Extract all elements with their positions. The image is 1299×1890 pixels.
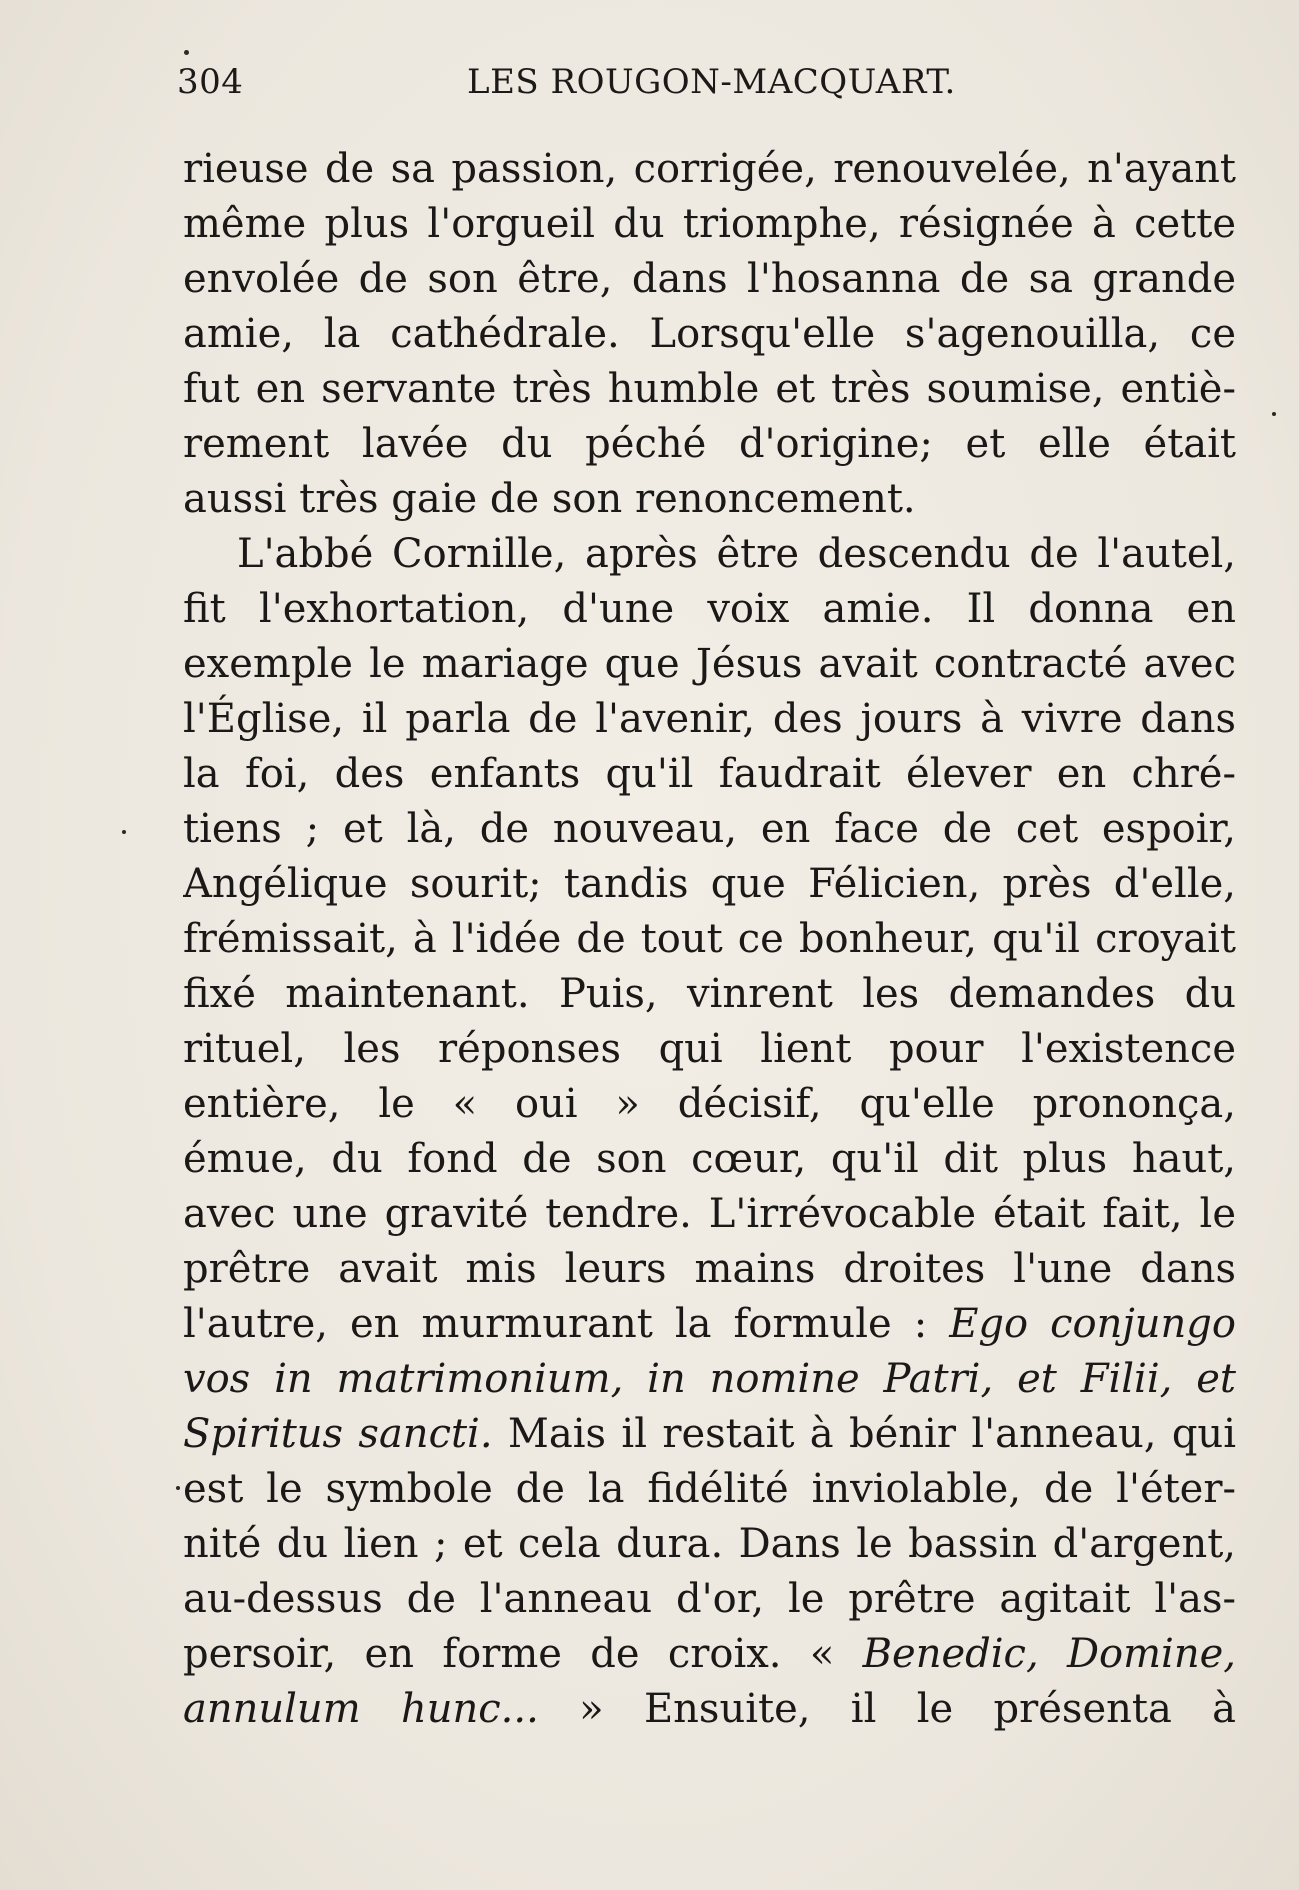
text-line [183,1407,1236,1462]
text-line [183,1352,1236,1407]
text-line: émue, du fond de son cœur, qu'il dit plus haut, [183,1136,1236,1182]
text-line: frémissait, à l'idée de tout ce bonheur, qu'il croyait [183,916,1236,962]
body-text [183,142,1236,1737]
text-line: fit l'exhortation, d'une voix amie. Il donna en [183,586,1236,632]
text-line: rement lavée du péché d'origine; et elle était [183,421,1236,467]
text-line: entière, le « oui » décisif, qu'elle prononça, [183,1081,1236,1127]
text-line: rituel, les réponses qui lient pour l'existence [183,1026,1236,1072]
paper-speck [122,830,126,834]
text-line: prêtre avait mis leurs mains droites l'une dans [183,1246,1236,1292]
text-line: rieuse de sa passion, corrigée, renouvelée, n'ayant [183,146,1236,192]
text-line: nité du lien ; et cela dura. Dans le bassin d'argent, [183,1521,1236,1567]
latin-phrase: Benedic, Domine, [862,1631,1236,1677]
latin-phrase: vos in matrimonium, in nomine Patri, et Filii, et [183,1356,1236,1402]
text-line: exemple le mariage que Jésus avait contracté avec [183,641,1236,687]
text-line: au-dessus de l'anneau d'or, le prêtre agitait l'as- [183,1576,1236,1622]
text-line [183,1297,1236,1352]
text-line [183,1682,1236,1737]
text-run: l'autre, en murmurant la formule : [183,1301,950,1347]
text-run: persoir, en forme de croix. « [183,1631,863,1677]
paper-speck [1272,412,1276,416]
text-line: amie, la cathédrale. Lorsqu'elle s'agenouilla, ce [183,311,1236,357]
text-line: L'abbé Cornille, après être descendu de l'autel, [237,531,1236,577]
page-number: 304 [177,62,244,102]
text-line: fixé maintenant. Puis, vinrent les demandes du [183,971,1236,1017]
text-line: est le symbole de la fidélité inviolable, de l'éter- [183,1466,1236,1512]
running-title: LES ROUGON-MACQUART. [467,62,956,102]
text-line: envolée de son être, dans l'hosanna de sa grande [183,256,1236,302]
text-line: la foi, des enfants qu'il faudrait élever en chré- [183,751,1236,797]
text-run: Mais il restait à bénir l'anneau, qui [492,1411,1236,1457]
text-line: avec une gravité tendre. L'irrévocable était fait, le [183,1191,1236,1237]
text-run: » Ensuite, il le présenta à [538,1686,1236,1732]
paper-speck [184,50,189,55]
text-line: aussi très gaie de son renoncement. [183,476,916,522]
text-line: Angélique sourit; tandis que Félicien, près d'elle, [183,861,1236,907]
text-line: l'Église, il parla de l'avenir, des jours à vivre dans [183,696,1236,742]
latin-phrase: Spiritus sancti. [183,1411,493,1457]
text-line [183,1627,1236,1682]
latin-phrase: Ego conjungo [949,1301,1236,1347]
text-line: même plus l'orgueil du triomphe, résignée à cette [183,201,1236,247]
paper-speck [176,1486,180,1490]
text-line: tiens ; et là, de nouveau, en face de cet espoir, [183,806,1236,852]
text-line: fut en servante très humble et très soumise, entiè- [183,366,1236,412]
running-head [177,62,1237,118]
latin-phrase: annulum hunc... [183,1686,539,1732]
